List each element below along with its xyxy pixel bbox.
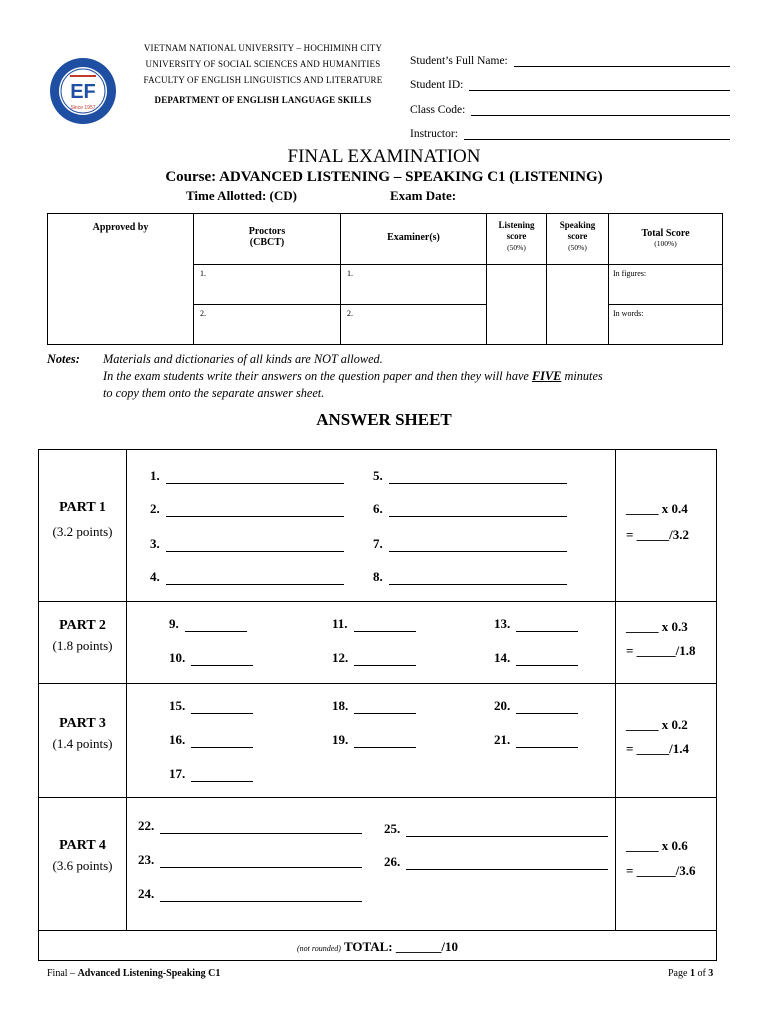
answer-item[interactable]	[169, 732, 253, 748]
answer-line[interactable]	[191, 653, 253, 666]
proctors-header	[194, 214, 341, 265]
answer-line[interactable]	[166, 572, 344, 585]
score-total: = ______/3.6	[626, 863, 696, 878]
student-info	[410, 42, 730, 140]
score-multiplier: _____ x 0.6	[626, 838, 688, 853]
instructor-row	[410, 116, 730, 141]
answer-item[interactable]	[150, 569, 344, 585]
answer-item[interactable]	[384, 821, 608, 837]
answer-item[interactable]	[169, 616, 247, 632]
part-3	[39, 684, 716, 798]
part-2-label	[39, 602, 127, 683]
score-multiplier: _____ x 0.4	[626, 501, 688, 516]
answer-item[interactable]	[384, 854, 608, 870]
notes-five: FIVE	[531, 369, 562, 383]
part-2	[39, 602, 716, 684]
university-line: VIETNAM NATIONAL UNIVERSITY – HOCHIMINH CITY	[143, 43, 383, 53]
answer-line[interactable]	[166, 504, 344, 517]
answer-item[interactable]	[373, 536, 567, 552]
item-number: 11.	[332, 616, 348, 631]
answer-line[interactable]	[389, 471, 567, 484]
item-number: 1.	[150, 468, 160, 483]
answer-item[interactable]	[169, 766, 253, 782]
proctor-1-number: 1.	[200, 269, 206, 278]
listening-label: Listening score	[498, 220, 535, 241]
footer-prefix: Final –	[47, 968, 78, 979]
speaking-pct: (50%)	[568, 243, 587, 252]
item-number: 19.	[332, 732, 349, 747]
answer-line[interactable]	[354, 619, 416, 632]
item-number: 9.	[169, 616, 179, 631]
answer-item[interactable]	[150, 501, 344, 517]
in-words-cell[interactable]	[609, 305, 723, 345]
university-line: FACULTY OF ENGLISH LINGUISTICS AND LITERATURE	[143, 75, 383, 85]
university-block	[128, 40, 398, 108]
examiners-header	[341, 214, 487, 265]
answer-item[interactable]	[150, 468, 344, 484]
total-score-pct: (100%)	[654, 239, 677, 248]
examiner-2-number: 2.	[347, 309, 353, 318]
page-current: 1	[689, 968, 695, 979]
exam-header	[44, 40, 734, 140]
item-number: 15.	[169, 698, 186, 713]
part-1	[39, 450, 716, 602]
answer-item[interactable]	[169, 698, 253, 714]
answer-item[interactable]	[494, 732, 578, 748]
part-name: PART 2	[59, 618, 106, 633]
answer-line[interactable]	[354, 653, 416, 666]
item-number: 20.	[494, 698, 511, 713]
part-name: PART 3	[59, 716, 106, 731]
item-number: 24.	[138, 886, 155, 901]
total-score: TOTAL: _______/10	[343, 939, 458, 954]
part-points: (3.2 points)	[52, 524, 113, 539]
answer-line[interactable]	[354, 735, 416, 748]
part-name: PART 1	[59, 500, 106, 515]
item-number: 4.	[150, 569, 160, 584]
proctor-2-cell[interactable]	[194, 305, 341, 345]
student-id-row	[410, 67, 730, 92]
university-line: UNIVERSITY OF SOCIAL SCIENCES AND HUMANITIES	[145, 59, 381, 69]
approval-table	[47, 213, 723, 345]
score-multiplier: _____ x 0.3	[626, 619, 688, 634]
not-rounded-note: (not rounded)	[297, 944, 341, 953]
proctors-label: Proctors	[248, 226, 286, 237]
answer-item[interactable]	[332, 732, 416, 748]
answer-line[interactable]	[516, 735, 578, 748]
listening-pct: (50%)	[507, 243, 526, 252]
listening-header	[487, 214, 547, 265]
student-name-label: Student’s Full Name:	[410, 54, 508, 67]
approved-by-cell	[48, 214, 194, 345]
answer-line[interactable]	[166, 539, 344, 552]
answer-item[interactable]	[373, 569, 567, 585]
instructor-label: Instructor:	[410, 128, 458, 140]
instructor-field[interactable]	[464, 127, 730, 140]
item-number: 3.	[150, 536, 160, 551]
part-4-label	[39, 798, 127, 930]
answer-sheet-title: ANSWER SHEET	[316, 410, 452, 429]
answer-item[interactable]	[494, 698, 578, 714]
item-number: 22.	[138, 818, 155, 833]
answer-line[interactable]	[191, 701, 253, 714]
score-total: = ______/1.8	[626, 643, 696, 658]
answer-line[interactable]	[406, 857, 608, 870]
answer-line[interactable]	[389, 504, 567, 517]
answer-line[interactable]	[389, 539, 567, 552]
in-figures-cell[interactable]	[609, 265, 723, 305]
class-code-field[interactable]	[471, 103, 730, 116]
proctor-1-cell[interactable]	[194, 265, 341, 305]
part-1-label	[39, 450, 127, 601]
item-number: 16.	[169, 732, 186, 747]
item-number: 13.	[494, 616, 511, 631]
part-2-score[interactable]	[615, 602, 716, 683]
part-4	[39, 798, 716, 931]
part-3-label	[39, 684, 127, 797]
item-number: 5.	[373, 468, 383, 483]
answer-item[interactable]	[373, 501, 567, 517]
logo-text: EF	[70, 81, 96, 103]
answer-line[interactable]	[516, 701, 578, 714]
item-number: 26.	[384, 854, 401, 869]
notes-line-2b: minutes	[561, 369, 603, 383]
class-code-row	[410, 91, 730, 116]
university-logo-icon	[48, 56, 118, 126]
examiners-label: Examiner(s)	[387, 232, 440, 243]
student-name-field[interactable]	[514, 54, 730, 67]
part-points: (3.6 points)	[52, 858, 113, 873]
listening-score-cell[interactable]	[487, 265, 547, 345]
in-figures-label: In figures:	[613, 269, 647, 278]
item-number: 2.	[150, 501, 160, 516]
answer-line[interactable]	[160, 889, 362, 902]
score-total: = _____/1.4	[626, 741, 690, 756]
notes-block	[47, 351, 737, 402]
part-points: (1.8 points)	[52, 638, 113, 653]
answer-line[interactable]	[191, 735, 253, 748]
examiner-2-cell[interactable]	[341, 305, 487, 345]
answer-item[interactable]	[138, 852, 362, 868]
page-total: 3	[708, 968, 714, 979]
part-4-score[interactable]	[615, 798, 716, 930]
notes-line-1: Materials and dictionaries of all kinds are NOT allowed.	[103, 352, 383, 366]
answer-line[interactable]	[389, 572, 567, 585]
total-score-header	[609, 214, 723, 265]
answer-item[interactable]	[332, 650, 416, 666]
item-number: 23.	[138, 852, 155, 867]
answer-item[interactable]	[169, 650, 253, 666]
total-row[interactable]	[39, 931, 716, 960]
score-total: = _____/3.2	[626, 527, 690, 542]
answer-line[interactable]	[160, 855, 362, 868]
student-name-row	[410, 42, 730, 67]
student-id-label: Student ID:	[410, 79, 464, 91]
answer-item[interactable]	[150, 536, 344, 552]
answer-item[interactable]	[373, 468, 567, 484]
item-number: 25.	[384, 821, 401, 836]
part-points: (1.4 points)	[52, 736, 113, 751]
item-number: 14.	[494, 650, 511, 665]
speaking-score-cell[interactable]	[547, 265, 609, 345]
answer-item[interactable]	[332, 616, 416, 632]
answer-item[interactable]	[138, 886, 362, 902]
part-name: PART 4	[59, 838, 106, 853]
total-score-label: Total Score	[641, 228, 690, 239]
answer-line[interactable]	[160, 821, 362, 834]
exam-title: FINAL EXAMINATION	[287, 146, 481, 167]
answer-item[interactable]	[138, 818, 362, 834]
answer-line[interactable]	[354, 701, 416, 714]
page-of: of	[694, 968, 709, 979]
examiner-1-cell[interactable]	[341, 265, 487, 305]
answer-line[interactable]	[166, 471, 344, 484]
footer-course-name: Advanced Listening-Speaking C1	[77, 968, 221, 979]
class-code-label: Class Code:	[410, 103, 466, 116]
course-title: Course: ADVANCED LISTENING – SPEAKING C1 (LISTENING)	[165, 169, 603, 185]
item-number: 7.	[373, 536, 383, 551]
answer-line[interactable]	[406, 824, 608, 837]
proctor-2-number: 2.	[200, 309, 206, 318]
approved-by-label: Approved by	[92, 222, 149, 233]
answer-line[interactable]	[516, 653, 578, 666]
answer-sheet	[38, 449, 717, 961]
footer-course	[47, 968, 220, 979]
page-prefix: Page	[668, 968, 690, 979]
item-number: 17.	[169, 766, 186, 781]
part-3-score[interactable]	[615, 684, 716, 797]
item-number: 10.	[169, 650, 186, 665]
item-number: 6.	[373, 501, 383, 516]
score-multiplier: _____ x 0.2	[626, 717, 688, 732]
answer-line[interactable]	[516, 619, 578, 632]
notes-line-2a: In the exam students write their answers on the question paper and then they will have	[103, 369, 532, 383]
answer-item[interactable]	[494, 616, 578, 632]
student-id-field[interactable]	[469, 78, 730, 91]
part-1-score[interactable]	[615, 450, 716, 601]
speaking-header	[547, 214, 609, 265]
proctors-sub: (CBCT)	[249, 237, 285, 248]
logo-since: Since 1957	[70, 105, 96, 111]
item-number: 8.	[373, 569, 383, 584]
answer-line[interactable]	[191, 769, 253, 782]
examiner-1-number: 1.	[347, 269, 353, 278]
exam-date: Exam Date:	[390, 188, 457, 203]
time-allotted: Time Allotted: (CD)	[186, 188, 297, 203]
speaking-label: Speaking score	[559, 220, 596, 241]
page-number	[668, 968, 713, 979]
answer-item[interactable]	[332, 698, 416, 714]
item-number: 12.	[332, 650, 349, 665]
answer-item[interactable]	[494, 650, 578, 666]
item-number: 18.	[332, 698, 349, 713]
item-number: 21.	[494, 732, 511, 747]
notes-label: Notes:	[47, 352, 80, 366]
answer-line[interactable]	[185, 619, 247, 632]
in-words-label: In words:	[613, 309, 644, 318]
notes-line-3: to copy them onto the separate answer sheet.	[103, 386, 325, 400]
department-name: DEPARTMENT OF ENGLISH LANGUAGE SKILLS	[154, 95, 372, 105]
